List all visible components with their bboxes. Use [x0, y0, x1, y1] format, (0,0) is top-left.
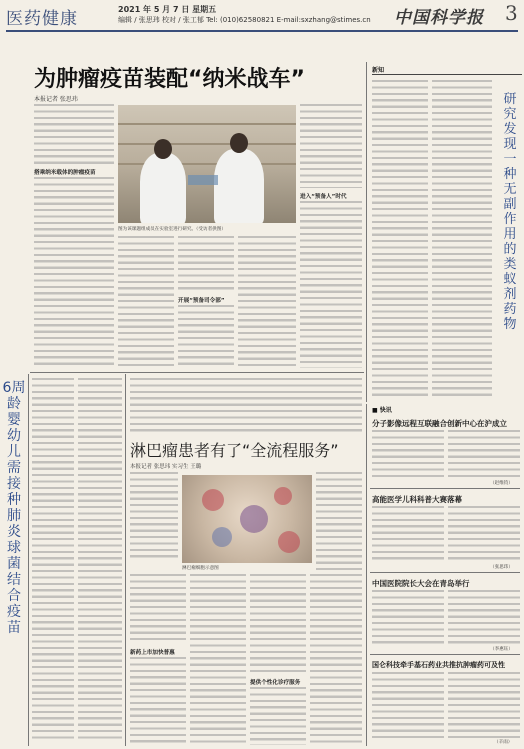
lead-subhead-3: 进入“预备人”时代 — [300, 194, 347, 200]
sidebar-body-text — [78, 378, 122, 743]
briefs-label-text: ■ 快讯 — [372, 407, 392, 414]
news-body-text — [432, 80, 492, 400]
lead-photo — [118, 105, 296, 223]
story2-subhead-2: 提供个性化诊疗服务 — [250, 680, 301, 686]
news-vertical-title: 研究发现一种无副作用的类蚁剂药物 — [503, 92, 517, 332]
brief-source-4: （辛雨） — [494, 740, 513, 745]
brief-body-text — [448, 506, 520, 562]
column-divider — [366, 62, 367, 402]
story2-byline: 本报记者 张思玮 实习生 王璐 — [130, 464, 202, 470]
lead-subhead-1: 搭乘纳米载体的肿瘤疫苗 — [34, 170, 96, 176]
brief-title-3: 中国医院院长大会在青岛举行 — [372, 579, 470, 588]
story2-body-text — [190, 574, 246, 745]
story2-body-text — [130, 574, 186, 644]
issue-date: 2021 年 5 月 7 日 星期五 — [118, 5, 217, 14]
lead-body-text — [178, 305, 234, 368]
story2-body-text — [130, 472, 178, 560]
lead-subhead-2: 开展“预备司令部” — [178, 298, 225, 304]
lead-headline: 为肿瘤疫苗装配“纳米战车” — [34, 67, 305, 92]
news-label: 新知 — [372, 67, 385, 74]
header-rule — [6, 30, 518, 32]
story2-body-text — [250, 687, 306, 745]
story2-photo — [182, 475, 312, 563]
sidebar-vertical-title: 6周龄婴幼儿需接种肺炎球菌结合疫苗 — [2, 380, 26, 636]
sidebar-body-text — [32, 378, 74, 743]
brief-divider — [370, 654, 520, 655]
lead-body-text — [118, 236, 174, 368]
editor-line: 编辑 / 张思玮 校对 / 张工郁 Tel: (010)62580821 E-mail:sxzhang@stimes.cn — [118, 16, 371, 24]
brief-divider — [370, 488, 520, 489]
story2-subhead-1: 新药上市加快普惠 — [130, 650, 175, 656]
lead-body-text — [300, 104, 362, 188]
brief-title-1: 分子影像远程互联融合创新中心在沪成立 — [372, 419, 507, 428]
lead-body-text — [34, 177, 114, 367]
section-name: 医药健康 — [6, 9, 78, 29]
briefs-label — [372, 405, 392, 414]
brief-body-text — [448, 672, 520, 738]
brief-divider — [370, 572, 520, 573]
story2-body-text — [310, 574, 362, 745]
news-rule — [372, 74, 522, 75]
news-body-text — [372, 80, 428, 400]
lead-body-text — [34, 104, 114, 164]
brief-body-text — [448, 590, 520, 644]
sidebar-divider — [125, 374, 126, 746]
story2-body-text — [250, 574, 306, 674]
story2-headline: 淋巴瘤患者有了“全流程服务” — [130, 441, 339, 460]
lead-body-text — [178, 236, 234, 292]
story2-body-text — [130, 657, 186, 745]
story2-body-text — [316, 472, 362, 572]
lead-body-text — [238, 236, 296, 368]
brief-title-2: 高能医学儿科科普大赛落幕 — [372, 495, 462, 504]
page-number: 3 — [505, 1, 518, 25]
header-info — [118, 5, 371, 25]
lead-body-text — [300, 201, 362, 368]
lead-photo-caption: 图为该课题组成员在实验室进行研究。（受访者供图） — [118, 227, 226, 232]
brief-body-text — [448, 430, 520, 478]
lead-byline: 本报记者 张思玮 — [34, 96, 78, 103]
masthead-logo: 中国科学报 — [394, 8, 484, 28]
story-prev-body-text — [130, 378, 362, 432]
brief-body-text — [372, 430, 444, 478]
brief-source-1: （赵维钧） — [490, 481, 513, 486]
brief-source-2: （张思玮） — [490, 565, 513, 570]
brief-source-3: （李惠钰） — [490, 647, 513, 652]
brief-title-4: 国仑科技牵手基石药业共推抗肿瘤药可及性 — [372, 661, 505, 669]
story2-photo-caption: 淋巴瘤细胞示意图 — [182, 566, 219, 571]
brief-body-text — [372, 506, 444, 562]
sidebar-divider — [28, 374, 29, 746]
section-divider — [30, 372, 364, 373]
brief-body-text — [372, 590, 444, 644]
brief-body-text — [372, 672, 444, 738]
briefs-divider — [366, 404, 367, 746]
